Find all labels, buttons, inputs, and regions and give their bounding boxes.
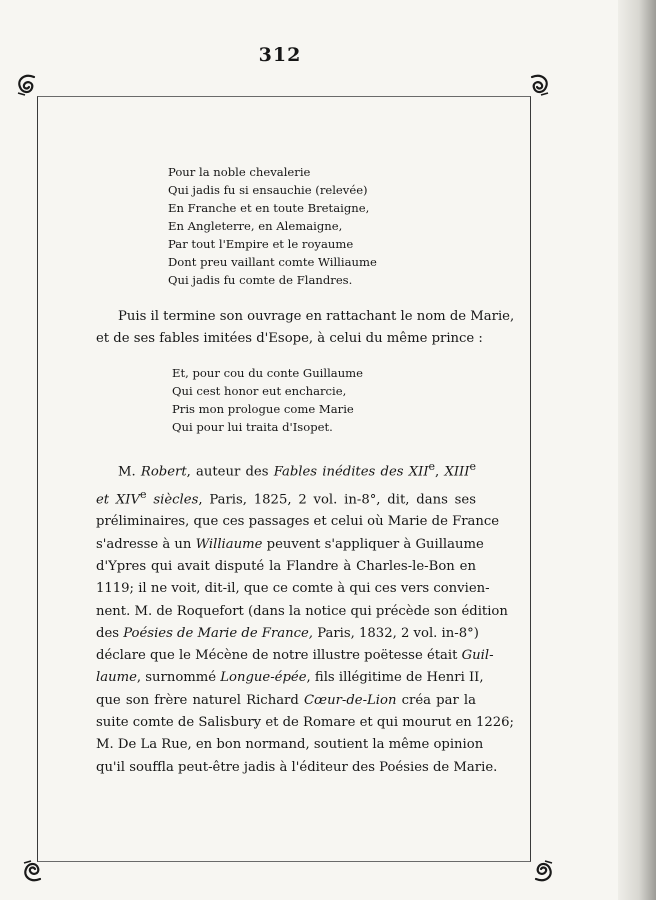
text-line: M. De La Rue, en bon normand, soutient la même opinion — [96, 737, 484, 753]
text-line: M. Robert, auteur des Fables inédites des XIIe, XIIIe — [118, 460, 476, 480]
text-line: que son frère naturel Richard Cœur-de-Lion créa par la — [96, 692, 477, 708]
verse-line: Qui jadis fu si ensauchie (relevée) — [168, 183, 368, 197]
text-line: Puis il termine son ouvrage en rattachant le nom de Marie, — [118, 309, 515, 324]
text-line: 1119; il ne voit, dit-il, que ce comte à qui ces vers convien- — [96, 581, 490, 597]
text-line: des Poésies de Marie de France, Paris, 1832, 2 vol. in-8°) — [96, 625, 479, 641]
text-line: laume, surnommé Longue-épée, fils illégitime de Henri II, — [96, 670, 484, 686]
paragraph-1 — [96, 306, 515, 351]
text-line: et de ses fables imitées d'Esope, à celui du même prince : — [96, 331, 483, 347]
verse-line: Et, pour cou du conte Guillaume — [172, 366, 364, 380]
text-line: préliminaires, que ces passages et celui où Marie de France — [96, 514, 500, 530]
verse-line: Pris mon prologue come Marie — [172, 402, 354, 416]
text-line: déclare que le Mécène de notre illustre poëtesse était Guil- — [96, 648, 494, 664]
text-line: suite comte de Salisbury et de Romare et qui mourut en 1226; — [96, 715, 514, 731]
page-number: 312 — [258, 44, 302, 66]
verse-line: En Angleterre, en Alemaigne, — [168, 219, 343, 233]
text-line: qu'il souffla peut-être jadis à l'éditeur des Poésies de Marie. — [96, 759, 498, 775]
text-line: d'Ypres qui avait disputé la Flandre à Charles-le-Bon en — [96, 558, 476, 574]
page-edge-shadow — [618, 0, 656, 900]
text-line: nent. M. de Roquefort (dans la notice qui précède son édition — [96, 603, 508, 619]
ornament-icon — [526, 72, 552, 98]
verse-line: Qui cest honor eut encharcie, — [172, 384, 347, 398]
ornament-icon — [14, 72, 40, 98]
verse-line: En Franche et en toute Bretaigne, — [168, 201, 370, 215]
verse-quote-2 — [172, 364, 363, 436]
verse-line: Dont preu vaillant comte Williaume — [168, 255, 377, 269]
verse-line: Qui pour lui traita d'Isopet. — [172, 420, 333, 434]
verse-quote-1 — [168, 163, 377, 289]
text-line: et XIVe siècles, Paris, 1825, 2 vol. in-8°, dit, dans ses — [96, 487, 476, 508]
ornament-icon — [530, 858, 556, 884]
verse-line: Par tout l'Empire et le royaume — [168, 237, 354, 251]
ornament-icon — [20, 858, 46, 884]
verse-line: Qui jadis fu comte de Flandres. — [168, 273, 353, 287]
paragraph-2 — [96, 456, 514, 779]
verse-line: Pour la noble chevalerie — [168, 165, 311, 179]
text-line: s'adresse à un Williaume peuvent s'appliquer à Guillaume — [96, 536, 484, 552]
